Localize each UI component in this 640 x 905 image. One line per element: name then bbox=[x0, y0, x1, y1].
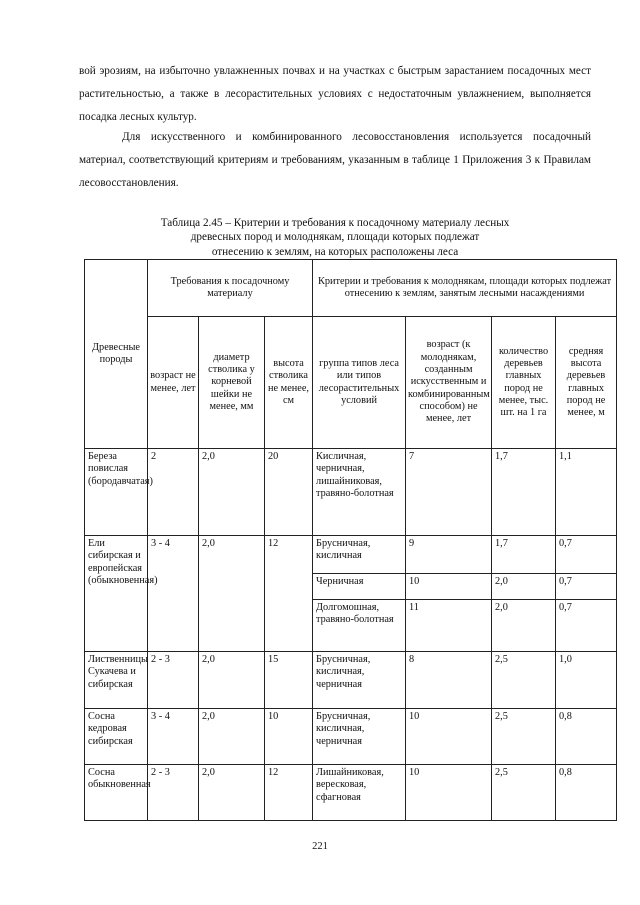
cell-young-age: 7 bbox=[406, 449, 492, 536]
cell-forest-type: Лишайниковая, вересковая, сфагновая bbox=[313, 765, 406, 821]
header-height: высота стволика не менее, см bbox=[265, 317, 313, 449]
cell-diameter: 2,0 bbox=[199, 652, 265, 709]
cell-age: 2 - 3 bbox=[148, 652, 199, 709]
cell-forest-type: Черничная bbox=[313, 574, 406, 600]
header-diameter: диаметр стволика у корневой шейки не менее, мм bbox=[199, 317, 265, 449]
cell-tree-count: 1,7 bbox=[492, 536, 556, 574]
header-age: возраст не менее, лет bbox=[148, 317, 199, 449]
cell-diameter: 2,0 bbox=[199, 765, 265, 821]
cell-tree-count: 2,0 bbox=[492, 574, 556, 600]
cell-young-age: 11 bbox=[406, 600, 492, 652]
cell-forest-type: Кисличная, черничная, лишайниковая, травяно-болотная bbox=[313, 449, 406, 536]
paragraph-1: вой эрозиям, на избыточно увлажненных почвах и на участках с быстрым зарастанием посадочных мест растительностью, а также в лесорастительных условиях с недостаточным увлажнением, выполняется посадка лесных культур. bbox=[79, 65, 591, 123]
cell-forest-type: Брусничная, кисличная, черничная bbox=[313, 709, 406, 765]
criteria-table bbox=[84, 259, 617, 821]
cell-young-age: 10 bbox=[406, 709, 492, 765]
cell-avg-height: 1,1 bbox=[556, 449, 617, 536]
cell-tree-count: 2,5 bbox=[492, 652, 556, 709]
cell-forest-type: Долгомошная, травяно-болотная bbox=[313, 600, 406, 652]
header-forest-type: группа типов леса или типов лесорастительных условий bbox=[313, 317, 406, 449]
table-row bbox=[85, 449, 617, 536]
cell-age: 3 - 4 bbox=[148, 536, 199, 652]
cell-age: 3 - 4 bbox=[148, 709, 199, 765]
cell-avg-height: 0,7 bbox=[556, 600, 617, 652]
cell-avg-height: 0,8 bbox=[556, 709, 617, 765]
cell-diameter: 2,0 bbox=[199, 709, 265, 765]
header-young-age: возраст (к молоднякам, созданным искусственным и комбинированным способом) не менее, лет bbox=[406, 317, 492, 449]
header-tree-count: количество деревьев главных пород не менее, тыс. шт. на 1 га bbox=[492, 317, 556, 449]
cell-species: Береза повислая (бородавчатая) bbox=[85, 449, 148, 536]
cell-species: Сосна кедровая сибирская bbox=[85, 709, 148, 765]
cell-height: 20 bbox=[265, 449, 313, 536]
table-caption-line-3: отнесению к землям, на которых расположены леса bbox=[211, 246, 459, 258]
cell-species: Лиственницы Сукачева и сибирская bbox=[85, 652, 148, 709]
header-avg-height: средняя высота деревьев главных пород не менее, м bbox=[556, 317, 617, 449]
cell-avg-height: 1,0 bbox=[556, 652, 617, 709]
cell-forest-type: Брусничная, кисличная, черничная bbox=[313, 652, 406, 709]
cell-species: Сосна обыкновенная bbox=[85, 765, 148, 821]
cell-species: Ели сибирская и европейская (обыкновенная) bbox=[85, 536, 148, 652]
cell-tree-count: 2,5 bbox=[492, 765, 556, 821]
cell-avg-height: 0,7 bbox=[556, 536, 617, 574]
table-caption-line-2: древесных пород и молоднякам, площади которых подлежат bbox=[190, 231, 480, 243]
paragraph-2: Для искусственного и комбинированного лесовосстановления используется посадочный материал, соответствующий критериям и требованиям, указанным в таблице 1 Приложения 3 к Правилам лесовосстановления. bbox=[79, 131, 591, 189]
cell-diameter: 2,0 bbox=[199, 536, 265, 652]
cell-tree-count: 2,5 bbox=[492, 709, 556, 765]
cell-young-age: 9 bbox=[406, 536, 492, 574]
header-species: Древесные породы bbox=[85, 260, 148, 449]
table-row bbox=[85, 709, 617, 765]
cell-height: 12 bbox=[265, 765, 313, 821]
cell-tree-count: 2,0 bbox=[492, 600, 556, 652]
cell-age: 2 bbox=[148, 449, 199, 536]
table-row bbox=[85, 765, 617, 821]
cell-forest-type: Брусничная, кисличная bbox=[313, 536, 406, 574]
cell-young-age: 8 bbox=[406, 652, 492, 709]
cell-avg-height: 0,8 bbox=[556, 765, 617, 821]
cell-height: 10 bbox=[265, 709, 313, 765]
cell-young-age: 10 bbox=[406, 765, 492, 821]
cell-height: 12 bbox=[265, 536, 313, 652]
cell-age: 2 - 3 bbox=[148, 765, 199, 821]
cell-height: 15 bbox=[265, 652, 313, 709]
cell-tree-count: 1,7 bbox=[492, 449, 556, 536]
cell-avg-height: 0,7 bbox=[556, 574, 617, 600]
header-young-stands: Критерии и требования к молоднякам, площади которых подлежат отнесению к землям, занятым лесными насаждениями bbox=[313, 260, 617, 317]
page-number: 221 bbox=[312, 841, 328, 852]
table-caption-line-1: Таблица 2.45 – Критерии и требования к посадочному материалу лесных bbox=[160, 217, 510, 229]
cell-young-age: 10 bbox=[406, 574, 492, 600]
cell-diameter: 2,0 bbox=[199, 449, 265, 536]
table-row bbox=[85, 652, 617, 709]
table-row bbox=[85, 536, 617, 574]
header-planting-material: Требования к посадочному материалу bbox=[148, 260, 313, 317]
